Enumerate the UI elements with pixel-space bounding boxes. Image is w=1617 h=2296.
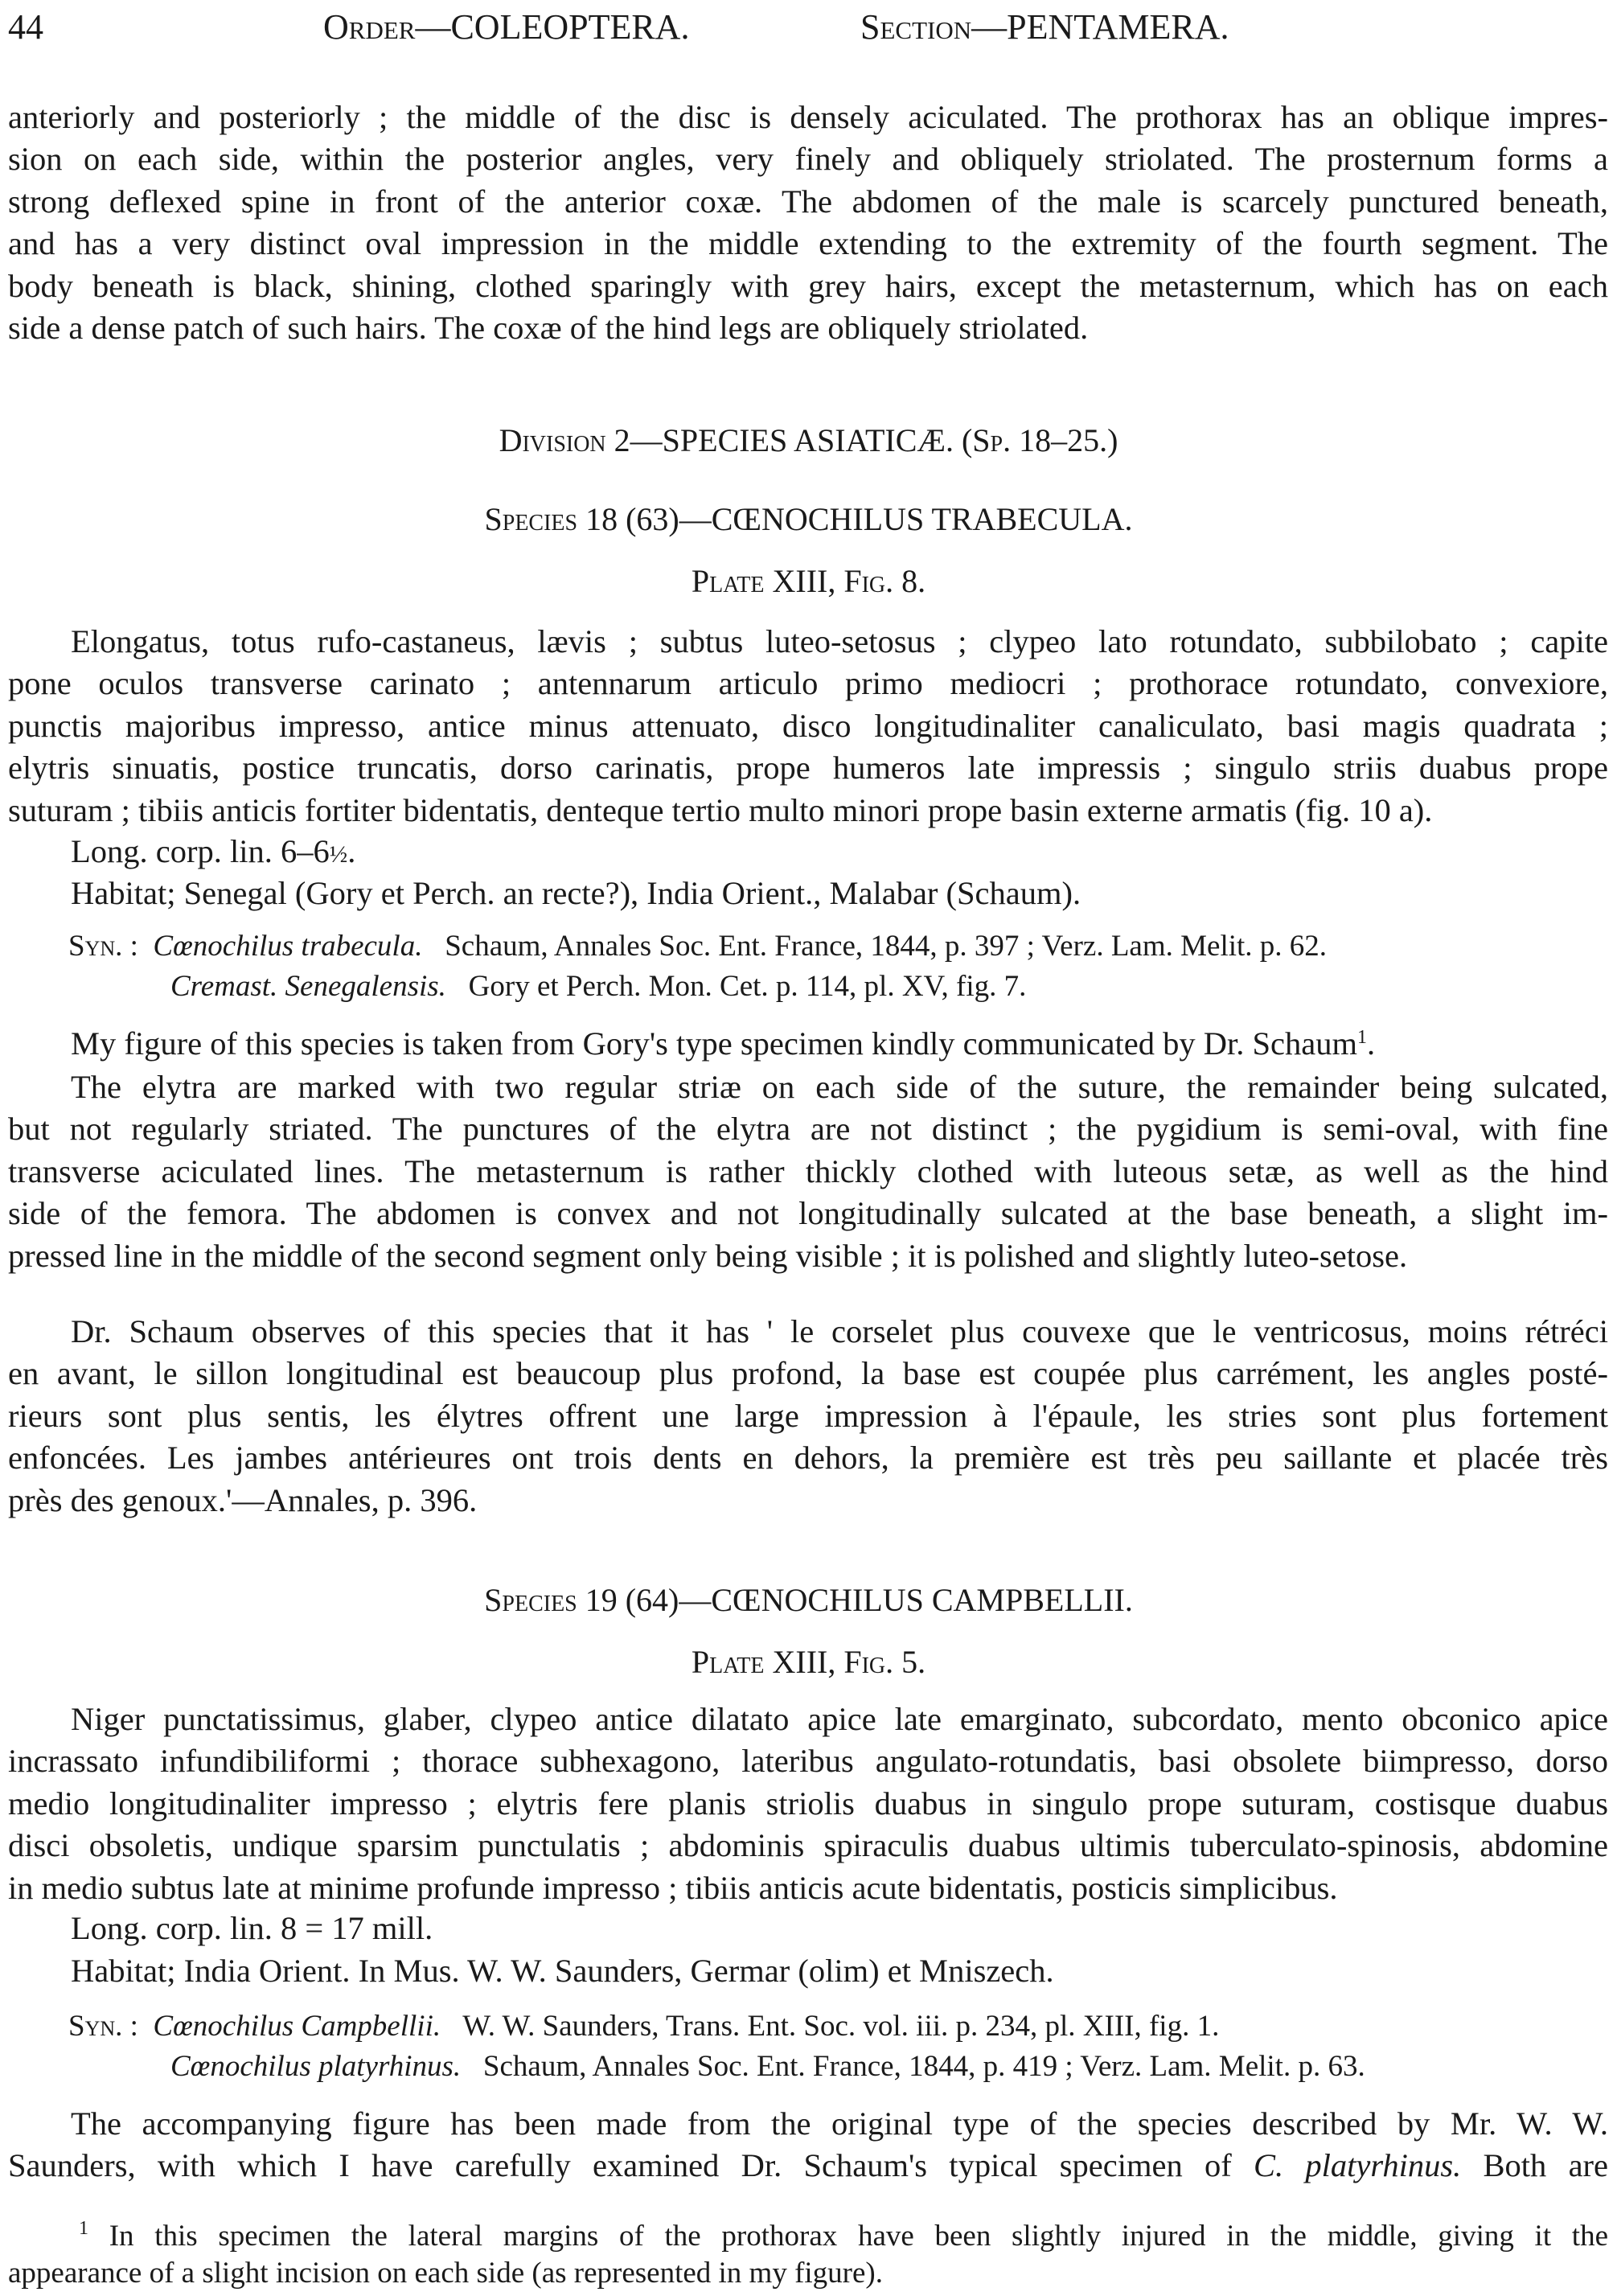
species-19-length: Long. corp. lin. 8 = 17 mill.: [71, 1910, 433, 1946]
intro-paragraph: [8, 97, 1608, 349]
text-line: body beneath is black, shining, clothed sparingly with grey hairs, except the metasternum, which has on each: [8, 267, 1608, 304]
text-line: strong deflexed spine in front of the anterior coxæ. The abdomen of the male is scarcely punctured beneath,: [8, 183, 1608, 220]
running-head-section: Section—PENTAMERA.: [860, 7, 1229, 47]
syn-label: Syn. :: [68, 2010, 138, 2043]
length-fraction: ½: [329, 841, 348, 868]
species-18-habitat: Habitat; Senegal (Gory et Perch. an recte?), India Orient., Malabar (Schaum).: [71, 875, 1081, 911]
synonym-row: [68, 967, 1596, 1007]
text-line: elytris sinuatis, postice truncatis, dorso carinatis, prope humeros late impressis ; singulo striis duabus prope: [8, 750, 1608, 787]
text-line: and has a very distinct oval impression in the middle extending to the extremity of the fourth segment. The: [8, 225, 1608, 262]
text-line: Elongatus, totus rufo-castaneus, lævis ; subtus luteo-setosus ; clypeo lato rotundato, subbilobato ; capite: [71, 623, 1608, 659]
species-18-length: [71, 831, 355, 876]
species-19-habitat: Habitat; India Orient. In Mus. W. W. Saunders, Germar (olim) et Mniszech.: [71, 1953, 1054, 1989]
species-18-latin-description: [8, 621, 1608, 832]
synonym-name: Cremast. Senegalensis.: [170, 970, 446, 1003]
synonym-name: Cœnochilus platyrhinus.: [170, 2050, 462, 2083]
text-line: [8, 2145, 1608, 2187]
length-text: Long. corp. lin. 6–6: [71, 833, 330, 869]
synonym-row: [68, 926, 1596, 967]
text-line: suturam ; tibiis anticis fortiter bidentatis, denteque tertio multo minori prope basin externe armatis (fig. 10 a).: [8, 791, 1433, 828]
species-name-italic: C. platyrhinus.: [1253, 2147, 1462, 2184]
footnote-text: In this specimen the lateral margins of the prothorax have been slightly injured in the middle, giving it the: [109, 2220, 1609, 2253]
text-line: medio longitudinaliter impresso ; elytris fere planis striolis duabus in singulo prope suturam, costisque duabus: [8, 1785, 1608, 1822]
text-line: transverse aciculated lines. The metasternum is rather thickly clothed with luteous setæ, as well as the hind: [8, 1152, 1608, 1189]
text-line: disci obsoletis, undique sparsim punctulatis ; abdominis spiraculis duabus ultimis tuberculato-spinosis, abdomine: [8, 1827, 1608, 1864]
text-line: Niger punctatissimus, glaber, clypeo antice dilatato apice late emarginato, subcordato, mento obconico apice: [71, 1701, 1608, 1737]
synonym-name: Cœnochilus Campbellii.: [153, 2010, 441, 2043]
species-19-description: [8, 2103, 1608, 2187]
synonym-name: Cœnochilus trabecula.: [153, 930, 423, 963]
text-line: enfoncées. Les jambes antérieures ont trois dents en dehors, la première est très peu saillante et placée très: [8, 1440, 1608, 1477]
species-18-heading: Species 18 (63)—CŒNOCHILUS TRABECULA.: [484, 501, 1133, 537]
division-heading: Division 2—SPECIES ASIATICÆ. (Sp. 18–25.): [499, 422, 1118, 458]
footnote-line: appearance of a slight incision on each side (as represented in my figure).: [8, 2257, 883, 2290]
text-line: side of the femora. The abdomen is convex and not longitudinally sulcated at the base beneath, a slight im-: [8, 1195, 1608, 1232]
species-18-plate: Plate XIII, Fig. 8.: [691, 563, 926, 599]
footnote-line: [8, 2218, 1608, 2255]
species-18-description: [8, 1066, 1608, 1277]
text-line: side a dense patch of such hairs. The coxæ of the hind legs are obliquely striolated.: [8, 310, 1089, 347]
syn-label: Syn. :: [68, 930, 138, 963]
text-fragment: Saunders, with which I have carefully examined Dr. Schaum's typical specimen of: [8, 2147, 1232, 2184]
page-number: 44: [8, 7, 43, 47]
synonym-reference: Schaum, Annales Soc. Ent. France, 1844, p. 419 ; Verz. Lam. Melit. p. 63.: [482, 2050, 1365, 2083]
running-head: [8, 3, 1608, 60]
text-fragment: Both are: [1483, 2147, 1609, 2184]
synonym-reference: Gory et Perch. Mon. Cet. p. 114, pl. XV, fig. 7.: [468, 970, 1027, 1003]
synonym-reference: W. W. Saunders, Trans. Ent. Soc. vol. iii. p. 234, pl. XIII, fig. 1.: [462, 2010, 1220, 2043]
length-end: .: [347, 833, 356, 869]
species-19-latin-description: [8, 1698, 1608, 1909]
running-head-order: Order—COLEOPTERA.: [323, 7, 690, 47]
text-line: The accompanying figure has been made from the original type of the species described by Mr. W. W.: [71, 2105, 1608, 2142]
species-18-synonymy: [68, 926, 1596, 1007]
text-line: in medio subtus late at minime profunde impresso ; tibiis anticis acute bidentatis, posticis simplicibus.: [8, 1869, 1338, 1906]
text-line: Dr. Schaum observes of this species that it has ' le corselet plus couvexe que le ventricosus, moins rétréci: [71, 1313, 1608, 1349]
species-19-synonymy: [68, 2006, 1596, 2087]
synonym-row: [68, 2006, 1596, 2047]
text-line: pressed line in the middle of the second segment only being visible ; it is polished and slightly luteo-setose.: [8, 1237, 1408, 1274]
text-line: The elytra are marked with two regular striæ on each side of the suture, the remainder being sulcated,: [71, 1069, 1608, 1105]
text-line: anteriorly and posteriorly ; the middle of the disc is densely aciculated. The prothorax has an oblique impres-: [8, 99, 1608, 135]
text-line: en avant, le sillon longitudinal est beaucoup plus profond, la base est coupée plus carrément, les angles posté-: [8, 1355, 1608, 1392]
synonym-reference: Schaum, Annales Soc. Ent. France, 1844, p. 397 ; Verz. Lam. Melit. p. 62.: [445, 930, 1328, 963]
footnote-ref: 1: [1356, 1027, 1367, 1048]
species-19-plate: Plate XIII, Fig. 5.: [691, 1644, 926, 1680]
species-18-figure-note: My figure of this species is taken from Gory's type specimen kindly communicated by Dr. Schaum$^1$.: [71, 1025, 1376, 1062]
footnote: [8, 2218, 1608, 2292]
text-line: sion on each side, within the posterior angles, very finely and obliquely striolated. The prosternum forms a: [8, 141, 1608, 178]
text-line: punctis majoribus impresso, antice minus attenuato, disco longitudinaliter canaliculato, basi magis quadrata ;: [8, 707, 1608, 744]
figure-note-text: My figure of this species is taken from Gory's type specimen kindly communicated by Dr. Schaum: [71, 1025, 1357, 1062]
text-line: pone oculos transverse carinato ; antennarum articulo primo mediocri ; prothorace rotundato, convexiore,: [8, 665, 1608, 702]
synonym-row: [68, 2047, 1596, 2087]
text-line: incrassato infundibiliformi ; thorace subhexagono, lateribus angulato-rotundatis, basi obsolete biimpresso, dorso: [8, 1743, 1608, 1780]
schaum-quote-paragraph: [8, 1311, 1608, 1522]
text-line: but not regularly striated. The punctures of the elytra are not distinct ; the pygidium is semi-oval, with fine: [8, 1111, 1608, 1148]
text-line: rieurs sont plus sentis, les élytres offrent une large impression à l'épaule, les stries sont plus fortement: [8, 1397, 1608, 1434]
species-19-heading: Species 19 (64)—CŒNOCHILUS CAMPBELLII.: [484, 1582, 1133, 1618]
text-line: près des genoux.'—Annales, p. 396.: [8, 1481, 478, 1518]
footnote-marker: 1: [79, 2218, 88, 2239]
